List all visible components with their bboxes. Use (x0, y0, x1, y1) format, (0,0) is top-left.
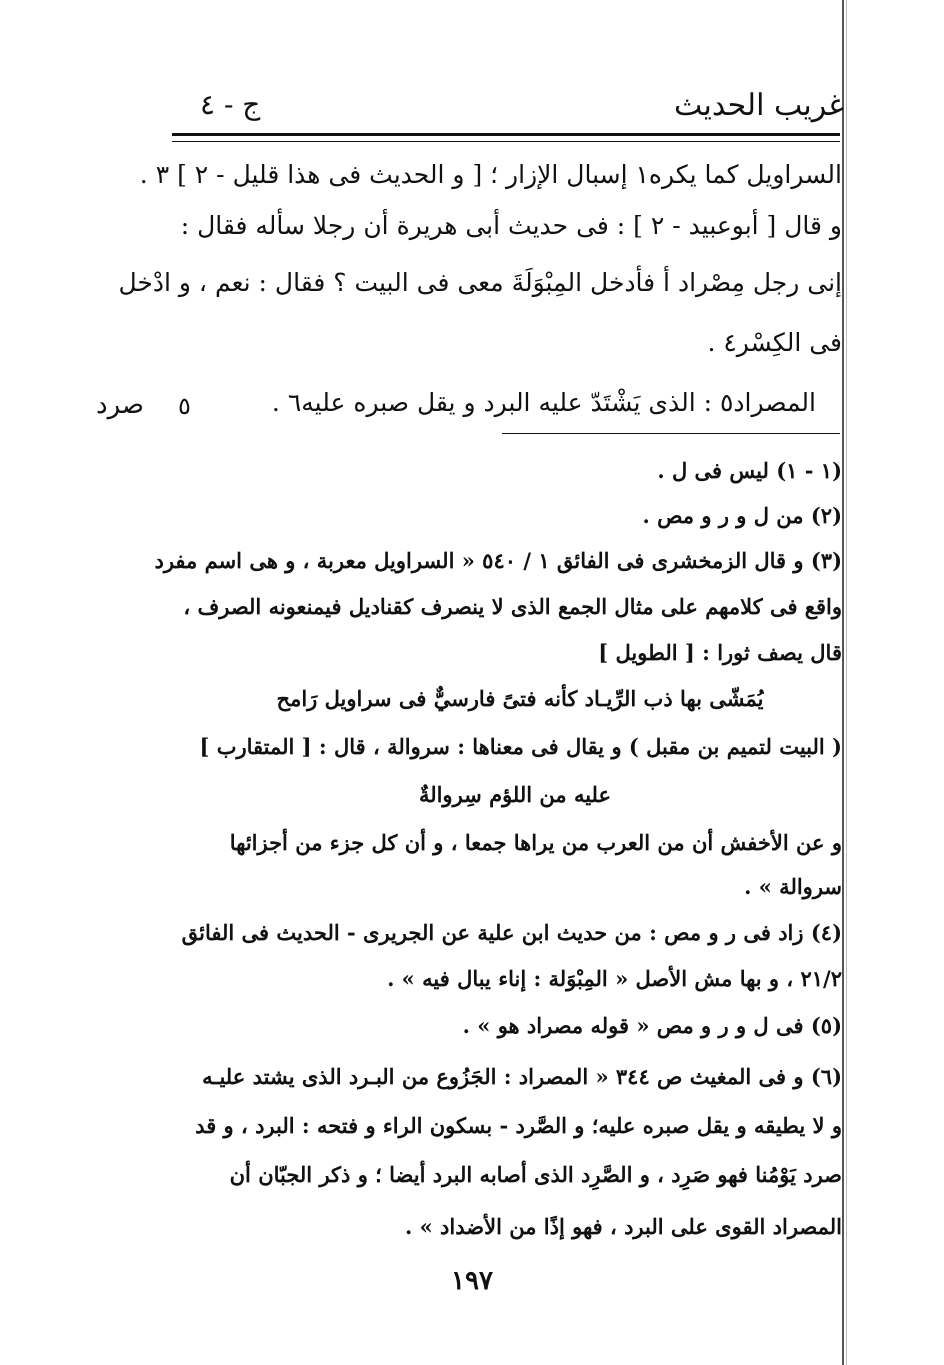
footnote-4-line-1: (٤) زاد فى ر و مص : من حديث ابن علية عن الجريرى - الحديث فى الفائق (181, 920, 842, 945)
body-line-4: فى الكِسْر٤ . (707, 328, 842, 357)
footnote-2: (٢) من ل و ر و مص . (642, 503, 842, 528)
body-line-5: المصراد٥ : الذى يَشْتَدّ عليه البرد و يقل صبره عليه٦ . (271, 388, 816, 417)
footnote-1: (١ - ١) ليس فى ل . (657, 458, 842, 483)
footnote-3-line-8: سروالة » . (744, 874, 842, 899)
body-line-2: و قال [ أبوعبيد - ٢ ] : فى حديث أبى هريرة أن رجلا سأله فقال : (180, 211, 842, 240)
header-rule-thick (172, 133, 840, 136)
running-header-volume: ج - ٤ (200, 88, 261, 121)
header-rule-thin (172, 141, 840, 142)
page-spine-edge (842, 0, 844, 1365)
footnote-5: (٥) فى ل و ر و مص « قوله مصراد هو » . (462, 1013, 842, 1038)
footnote-6-line-2: و لا يطيقه و يقل صبره عليه؛ و الصَّرد - بسكون الراء و فتحه : البرد ، و قد (195, 1113, 842, 1138)
footnote-6-line-3: صرد يَوْمُنا فهو صَرِد ، و الصَّرِد الذى أصابه البرد أيضا ؛ و ذكر الجبّان أن (229, 1162, 842, 1187)
footnote-6-line-4: المصراد القوى على البرد ، فهو إذًا من الأضداد » . (405, 1214, 842, 1239)
footnote-3-line-7: و عن الأخفش أن من العرب من يراها جمعا ، و أن كل جزء من أجزائها (229, 830, 842, 855)
footnote-4-line-2: ٢١/٢ ، و بها مش الأصل « المِبْوَلة : إناء يبال فيه » . (387, 966, 842, 991)
footnote-rule (502, 433, 840, 434)
running-header-title: غريب الحديث (674, 88, 844, 123)
footnote-3-line-1: (٣) و قال الزمخشرى فى الفائق ١ / ٥٤٠ « السراويل معربة ، و هى اسم مفرد (154, 548, 842, 573)
page-number: ١٩٧ (451, 1266, 493, 1296)
footnote-3-line-3: قال يصف ثورا : [ الطويل ] (598, 640, 842, 665)
footnote-3-line-5: ( البيت لتميم بن مقبل ) و يقال فى معناها : سروالة ، قال : [ المتقارب ] (199, 734, 842, 759)
footnote-6-line-1: (٦) و فى المغيث ص ٣٤٤ « المصراد : الجَزُوع من البـرد الذى يشتد عليـه (202, 1064, 842, 1089)
page-spine-shadow (846, 0, 847, 1365)
margin-headword: صرد (96, 390, 145, 420)
footnote-3-verse-2: عليه من اللؤم سِروالةٌ (418, 782, 612, 807)
footnote-3-line-2: واقع فى كلامهم على مثال الجمع الذى لا ينصرف كقناديل فيمنعونه الصرف ، (183, 594, 842, 619)
body-line-1: السراويل كما يكره١ إسبال الإزار ؛ [ و الحديث فى هذا قليل - ٢ ] ٣ . (139, 160, 842, 189)
footnote-3-verse: يُمَشّى بها ذب الرِّيـاد كأنه فتىً فارسيٌّ فى سراويل رَامح (276, 686, 764, 711)
line-number-marker: ٥ (178, 392, 191, 420)
body-line-3: إنى رجل مِصْراد أ فأدخل المِبْوَلَةَ معى فى البيت ؟ فقال : نعم ، و ادْخل (118, 268, 842, 297)
